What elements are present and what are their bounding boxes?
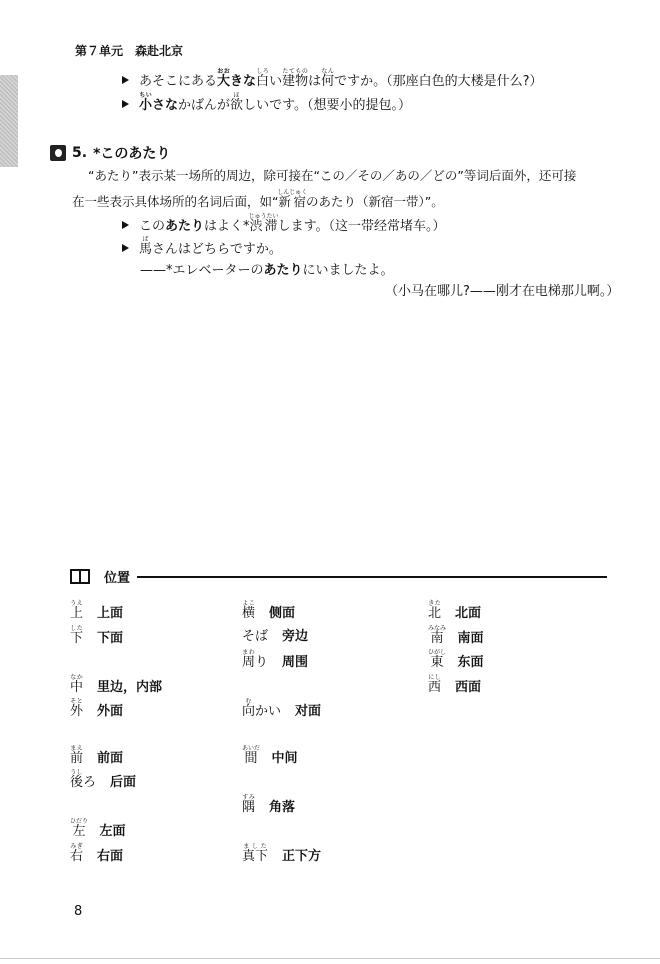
word: 西 (428, 680, 442, 695)
vocab-item (428, 674, 481, 695)
word-okurigana: り (255, 655, 269, 670)
vocab-item (70, 843, 123, 864)
vocab-item (70, 745, 123, 766)
word: 東 (428, 655, 447, 670)
translation: （那座白色的大楼是什么?） (386, 74, 543, 89)
meaning: 角落 (269, 800, 296, 815)
text: 馬 (139, 242, 153, 257)
vocab-item (242, 600, 295, 621)
meaning: 上面 (97, 606, 124, 621)
text: は (308, 74, 322, 89)
text: 小 (139, 98, 153, 113)
meaning: 下面 (97, 631, 124, 646)
text: します。 (277, 219, 329, 234)
text: この (139, 219, 166, 234)
word: 南 (428, 631, 447, 646)
meaning: 右面 (97, 849, 124, 864)
word-okurigana: かい (255, 704, 282, 719)
example-sentence (122, 92, 411, 113)
furigana: しんじゅく (277, 189, 308, 196)
text: 欲 (230, 98, 244, 113)
section-heading (50, 143, 170, 163)
word: 右 (70, 849, 84, 864)
furigana: おお (217, 68, 231, 75)
word: 向 (242, 704, 256, 719)
meaning: 侧面 (269, 606, 296, 621)
vocab-title: 位置 (104, 571, 131, 586)
furigana: みなみ (428, 625, 447, 632)
furigana: みぎ (70, 843, 84, 850)
furigana: そと (70, 698, 84, 705)
furigana: む (242, 698, 256, 705)
word-okurigana: ろ (83, 775, 97, 790)
text: 渋滞 (248, 219, 279, 234)
text: かばんが (178, 98, 231, 113)
vocab-item (70, 600, 123, 621)
furigana: すみ (242, 794, 256, 801)
word: 前 (70, 751, 84, 766)
bullet-triangle-icon (122, 221, 129, 229)
translation: （这一带经常堵车。） (328, 219, 446, 234)
word: 後 (70, 775, 84, 790)
furigana: まえ (70, 745, 84, 752)
furigana: よこ (242, 600, 256, 607)
furigana: ました (242, 843, 269, 850)
meaning: 中间 (271, 751, 298, 766)
text: ですか。 (334, 74, 387, 89)
furigana: うし (70, 769, 84, 776)
section-title: *このあたり (93, 146, 171, 162)
furigana: しろ (256, 68, 270, 75)
vocab-item (70, 818, 126, 839)
text: い (269, 74, 283, 89)
vocab-item (70, 625, 123, 646)
meaning: 对面 (295, 704, 322, 719)
example-sentence (122, 213, 446, 234)
furigana: ほ (230, 92, 244, 99)
vocab-item (428, 649, 484, 670)
meaning: 里边，内部 (97, 680, 163, 695)
furigana: まわ (242, 649, 256, 656)
vocab-item (242, 794, 295, 815)
meaning: 旁边 (282, 629, 309, 644)
vocab-item (242, 843, 321, 864)
meaning: 前面 (97, 751, 124, 766)
example-reply (140, 259, 394, 278)
furigana: ひがし (428, 649, 447, 656)
furigana: ば (139, 236, 153, 243)
furigana: した (70, 625, 84, 632)
word: 下 (70, 631, 84, 646)
text: さな (152, 98, 179, 113)
meaning: 左面 (99, 824, 126, 839)
furigana: にし (428, 674, 442, 681)
furigana: うえ (70, 600, 84, 607)
furigana: ひだり (70, 818, 89, 825)
bullet-triangle-icon (122, 100, 129, 108)
text: きな (230, 74, 257, 89)
page-edge (0, 958, 660, 959)
text: 何 (321, 74, 335, 89)
vocab-item (242, 625, 308, 644)
furigana: たてもの (282, 68, 309, 75)
meaning: 正下方 (282, 849, 322, 864)
vocab-item (70, 674, 162, 695)
paragraph-line: “あたり”表示某一场所的周边，除可接在“この／その／あの／どの”等词后面外，还可接 (88, 168, 577, 183)
vocab-item (428, 625, 484, 646)
translation: （想要小的提包。） (307, 98, 412, 113)
text: あそこにある (139, 74, 218, 89)
text: 白 (256, 74, 270, 89)
furigana: きた (428, 600, 442, 607)
word: 横 (242, 606, 256, 621)
text: 建物 (282, 74, 309, 89)
divider (137, 576, 607, 578)
keyword: あたり (165, 219, 205, 234)
bullet-triangle-icon (122, 244, 129, 252)
vocab-item (242, 745, 298, 766)
word: 真下 (242, 849, 269, 864)
word: 上 (70, 606, 84, 621)
word-okurigana: そば (242, 629, 269, 644)
meaning: 外面 (97, 704, 124, 719)
text: はよく* (204, 219, 250, 234)
text: ——*エレベーターの (140, 263, 264, 278)
meaning: 南面 (457, 631, 484, 646)
word: 左 (70, 824, 89, 839)
example-sentence (122, 236, 282, 257)
paragraph-line (72, 189, 444, 210)
furigana: ちい (139, 92, 153, 99)
side-tab-marker (0, 75, 18, 167)
word: 間 (242, 751, 261, 766)
bullet-triangle-icon (122, 76, 129, 84)
teacher-icon (50, 145, 66, 161)
meaning: 后面 (110, 775, 137, 790)
word: 周 (242, 655, 256, 670)
vocab-item (242, 698, 321, 719)
keyword: あたり (263, 263, 303, 278)
furigana: なん (321, 68, 335, 75)
example-sentence (122, 68, 543, 89)
text: 在一些表示具体场所的名词后面，如“ (72, 194, 279, 209)
vocab-item (428, 600, 481, 621)
page-number: 8 (74, 904, 83, 919)
word: 隅 (242, 800, 256, 815)
vocab-item (70, 698, 123, 719)
running-header: 第７单元 森赴北京 (75, 44, 184, 58)
meaning: 北面 (455, 606, 482, 621)
meaning: 东面 (457, 655, 484, 670)
text: さんはどちらですか。 (152, 242, 282, 257)
word: 中 (70, 680, 84, 695)
section-number: 5. (72, 145, 88, 161)
meaning: 西面 (455, 680, 482, 695)
text: 大 (217, 74, 231, 89)
furigana: じゅうたい (248, 213, 279, 220)
text: にいましたよ。 (302, 263, 394, 278)
furigana: あいだ (242, 745, 261, 752)
vocab-heading (70, 567, 130, 586)
text: のあたり（新宿一带）”。 (306, 194, 444, 209)
furigana: なか (70, 674, 84, 681)
vocab-item (70, 769, 136, 790)
translation: （小马在哪儿?——刚才在电梯那儿啊。） (385, 284, 620, 299)
text: 新宿 (277, 194, 308, 209)
word: 外 (70, 704, 84, 719)
meaning: 周围 (282, 655, 309, 670)
vocab-item (242, 649, 308, 670)
book-icon (70, 569, 90, 584)
text: しいです。 (243, 98, 308, 113)
word: 北 (428, 606, 442, 621)
